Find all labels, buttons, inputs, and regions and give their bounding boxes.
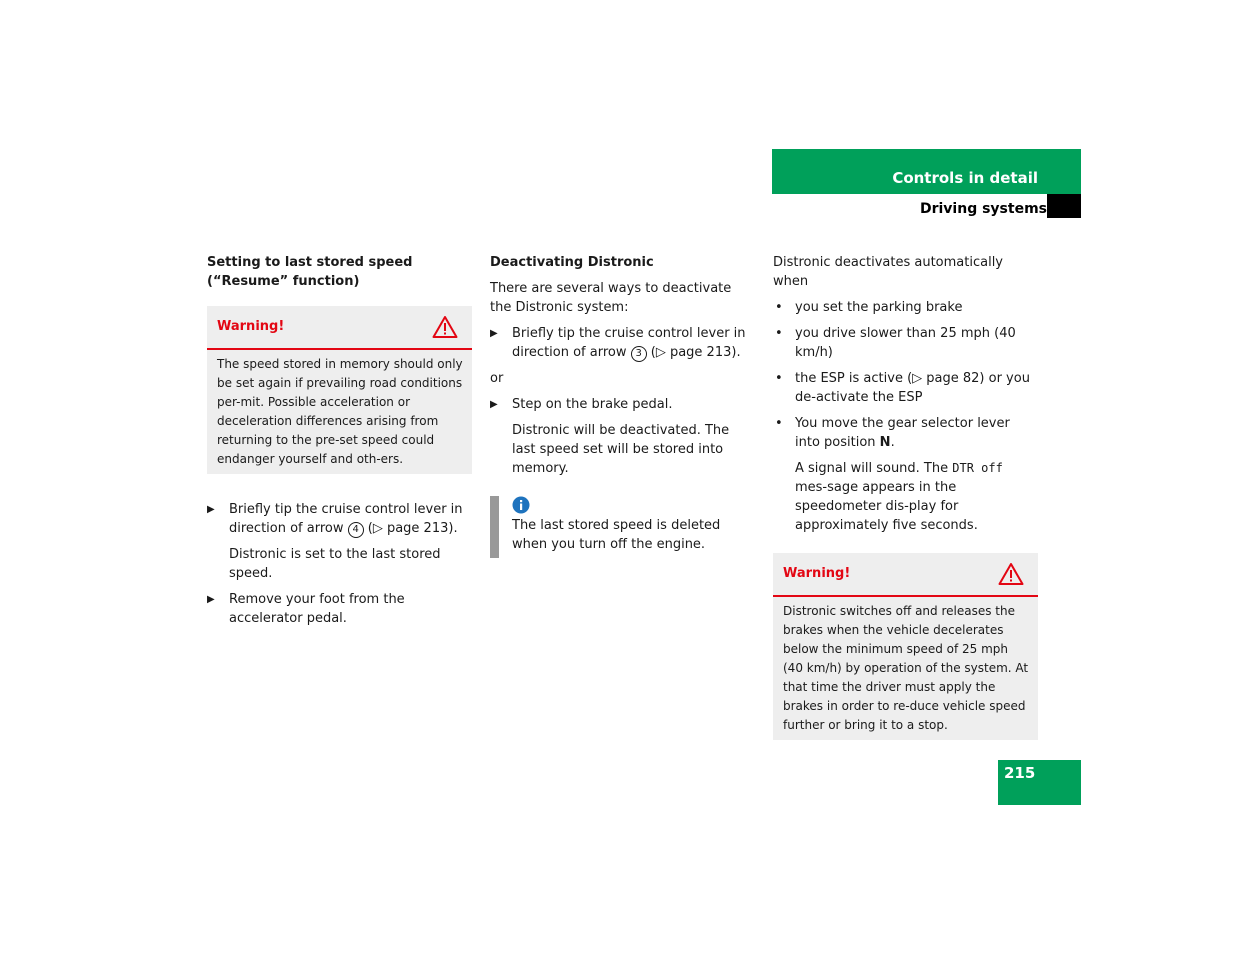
heading-resume: Setting to last stored speed (“Resume” function) (207, 255, 413, 289)
gear-position: N (879, 435, 891, 450)
column-resume (207, 253, 472, 635)
list-item (773, 298, 1038, 317)
step-tip-lever-4 (207, 500, 472, 538)
step-result: Distronic is set to the last stored speed. (229, 547, 441, 581)
header-band (772, 149, 1081, 194)
page-reference: (▷ page 213). (363, 521, 458, 536)
warning-triangle-icon (998, 562, 1024, 586)
warning-box-resume (207, 306, 472, 474)
page-number-box (998, 760, 1081, 805)
warning-text: Distronic switches off and releases the brakes when the vehicle decelerates below the minimum speed of 25 mph (40 km/h) by operation of the system. At that time the driver must apply the brakes in order to re-duce vehicle speed further or bring it to a stop. (783, 604, 1029, 732)
step-remove-foot (207, 590, 472, 628)
warning-label: Warning! (217, 319, 285, 334)
list-item (773, 414, 1038, 452)
heading-deactivating: Deactivating Distronic (490, 255, 654, 270)
arrow-number-badge: 3 (631, 346, 647, 362)
info-text: The last stored speed is deleted when you turn off the engine. (512, 518, 721, 552)
bullet-icon: • (775, 416, 783, 431)
bullet-icon: • (775, 371, 783, 386)
warning-header (207, 306, 472, 350)
bullet-text: You move the gear selector lever into position (795, 416, 1010, 450)
signal-text: A signal will sound. The (795, 461, 953, 476)
warning-box-auto (773, 553, 1038, 740)
bullet-icon: • (775, 300, 783, 315)
arrow-number-badge: 4 (348, 522, 364, 538)
step-text: Step on the brake pedal. (512, 397, 673, 412)
section-title: Controls in detail (892, 169, 1038, 187)
intro-text: Distronic deactivates automatically when (773, 255, 1003, 289)
info-note (490, 496, 755, 554)
signal-text-end: mes-sage appears in the speedometer dis-play for approximately five seconds. (795, 480, 978, 533)
or-text: or (490, 371, 504, 386)
step-brake-pedal (490, 395, 755, 414)
bullet-text: the ESP is active (▷ page 82) or you de-activate the ESP (795, 371, 1030, 405)
info-bar (490, 496, 499, 558)
page-number: 215 (1004, 764, 1036, 782)
warning-triangle-icon (432, 315, 458, 339)
intro-text: There are several ways to deactivate the Distronic system: (490, 281, 732, 315)
display-message: DTR off (952, 461, 1003, 475)
step-result: Distronic will be deactivated. The last speed set will be stored into memory. (512, 423, 730, 476)
step-arrow-icon: ▶ (490, 328, 498, 339)
subsection-title: Driving systems (919, 201, 1047, 217)
step-text: Briefly tip the cruise control lever in direction of arrow (229, 502, 463, 536)
bullet-text-end: . (890, 435, 895, 450)
column-deactivating (490, 253, 755, 554)
step-tip-lever-3 (490, 324, 755, 362)
page-reference: (▷ page 213). (646, 345, 741, 360)
column-auto-deactivation (773, 253, 1038, 766)
warning-header (773, 553, 1038, 597)
header-marker (1047, 194, 1081, 218)
step-text: Remove your foot from the accelerator pedal. (229, 592, 405, 626)
step-arrow-icon: ▶ (207, 594, 215, 605)
bullet-text: you set the parking brake (795, 300, 963, 315)
bullet-text: you drive slower than 25 mph (40 km/h) (795, 326, 1016, 360)
signal-note (773, 459, 1038, 535)
step-arrow-icon: ▶ (490, 399, 498, 410)
step-text: Briefly tip the cruise control lever in direction of arrow (512, 326, 746, 360)
warning-label: Warning! (783, 566, 851, 581)
list-item (773, 324, 1038, 362)
step-arrow-icon: ▶ (207, 504, 215, 515)
warning-text: The speed stored in memory should only be set again if prevailing road conditions per-mit. Possible acceleration or deceleration differences arising from returning to the pre-set speed could endanger yourself and oth-ers. (217, 357, 463, 466)
info-icon (512, 496, 530, 514)
bullet-icon: • (775, 326, 783, 341)
list-item (773, 369, 1038, 407)
